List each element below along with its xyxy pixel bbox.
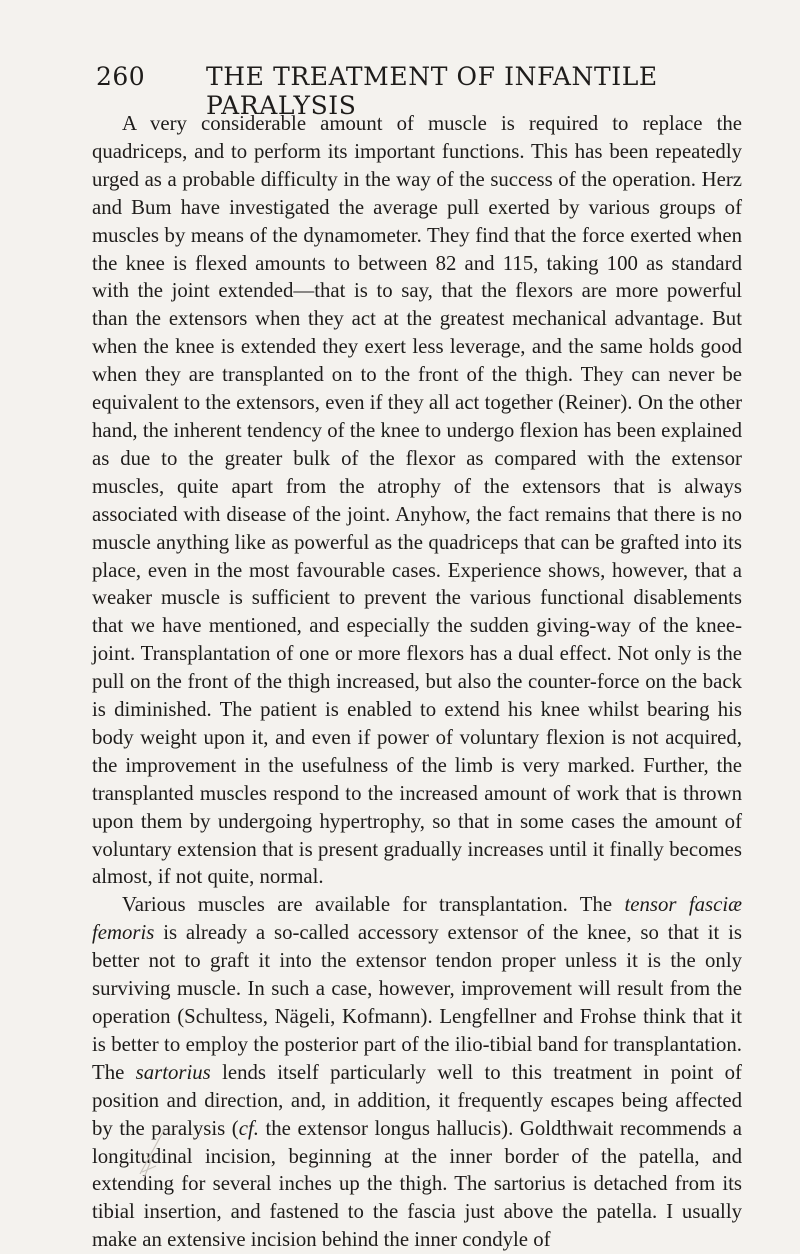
italic-abbreviation-cf: cf. [238, 1116, 259, 1140]
running-title: THE TREATMENT OF INFANTILE PARALYSIS [206, 62, 658, 120]
body-text [92, 110, 742, 1254]
paragraph-text: the extensor longus hallucis). Goldthwait recommends a longitudinal incision, beginning at the inner border of the patella, and extending for several inches up the thigh. The sartorius is detached from its tibial insertion, and fastened to the fascia just above the patella. I usually make an extensive incision behind the inner condyle of [92, 1116, 742, 1252]
pencil-mark [134, 1128, 174, 1183]
paragraph-text: is already a so-called accessory extensor of the knee, so that it is better not to graft it into the extensor tendon proper unless it is the only surviving muscle. In such a case, however, improvement will result from the operation (Schultess, Nägeli, Kofmann). Lengfellner and Frohse think that it is better to employ the posterior part of the ilio-tibial band for transplantation. The [92, 921, 742, 1084]
paragraph-text: lends itself particularly well to this treatment in point of position and direction, and, in addition, it frequently escapes being affected by the paralysis ( [92, 1060, 742, 1140]
paragraph-text: A very considerable amount of muscle is required to replace the quadriceps, and to perform its important functions. This has been repeatedly urged as a probable difficulty in the way of the success of the operation. Herz and Bum have investigated the average pull exerted by various groups of muscles by means of the dynamometer. They find that the force exerted when the knee is flexed amounts to between 82 and 115, taking 100 as standard with the joint extended—that is to say, that the flexors are more powerful than the extensors when they act at the greatest mechanical advantage. But when the knee is extended they exert less leverage, and the same holds good when they are transplanted on to the front of the thigh. They can never be equivalent to the extensors, even if they all act together (Reiner). On the other hand, the inherent tendency of the knee to undergo flexion has been explained as due to the greater bulk of the flexor as compared with the extensor muscles, quite apart from the atrophy of the extensors that is always associated with disease of the joint. Anyhow, the fact remains that there is no muscle anything like as powerful as the quadriceps that can be grafted into its place, even in the most favourable cases. Experience shows, however, that a weaker muscle is sufficient to prevent the various functional disablements that we have mentioned, and especially the sudden giving-way of the knee-joint. Transplantation of one or more flexors has a dual effect. Not only is the pull on the front of the thigh increased, but also the counter-force on the back is diminished. The patient is enabled to extend his knee whilst bearing his body weight upon it, and even if power of voluntary flexion is not acquired, the improvement in the usefulness of the limb is very marked. Further, the transplanted muscles respond to the increased amount of work that is thrown upon them by undergoing hypertrophy, so that in some cases the amount of voluntary extension that is present gradually increases until it finally becomes almost, if not quite, normal. [92, 112, 742, 889]
italic-term-tensor-fasciae-femoris: tensor fasciæ femoris [92, 893, 743, 945]
paragraph [92, 891, 742, 1254]
italic-term-sartorius: sartorius [135, 1060, 211, 1084]
paragraph-text: Various muscles are available for transplantation. The [122, 893, 625, 917]
running-head [96, 62, 736, 120]
page-number: 260 [96, 62, 146, 91]
paragraph [92, 110, 742, 891]
